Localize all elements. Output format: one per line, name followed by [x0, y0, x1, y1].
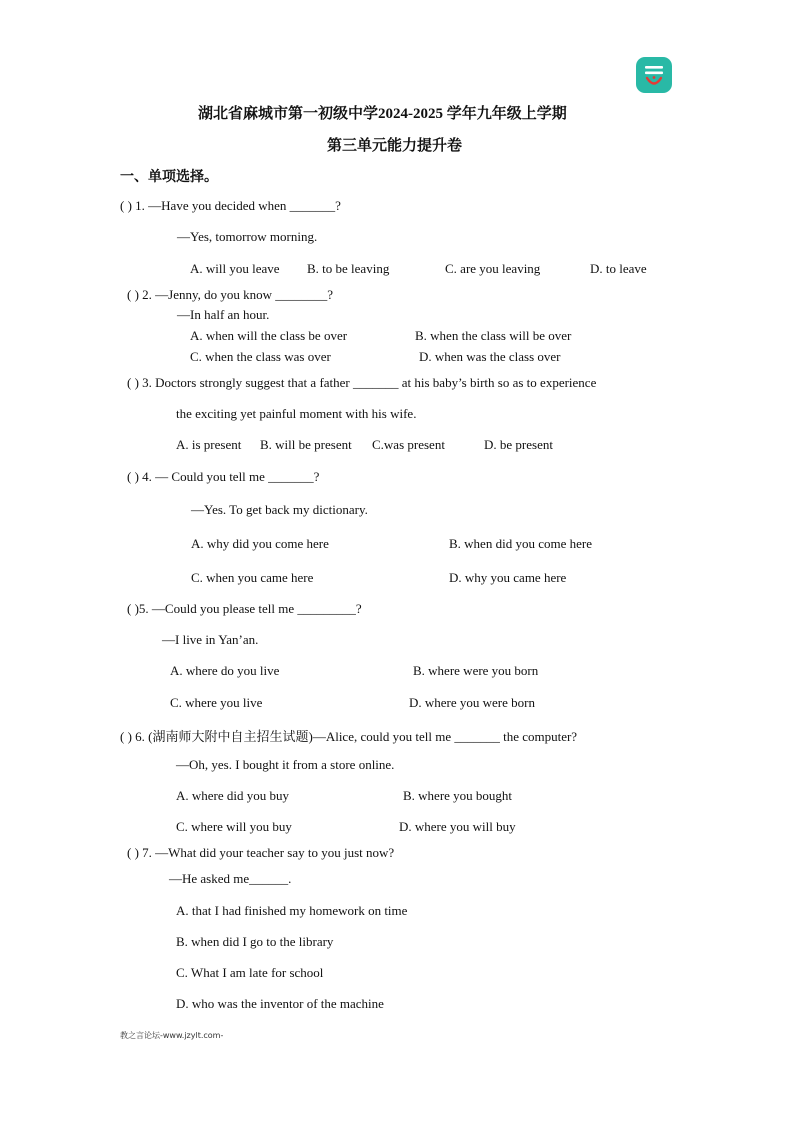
question-7-option-a: A. that I had finished my homework on time: [176, 903, 408, 918]
question-3-option-b: B. will be present: [260, 437, 352, 452]
question-2-reply: —In half an hour.: [177, 307, 270, 322]
question-7-option-d: D. who was the inventor of the machine: [176, 996, 384, 1011]
question-3-stem: ( ) 3. Doctors strongly suggest that a father _______ at his baby’s birth so as to experience: [127, 375, 597, 390]
question-6-option-a: A. where did you buy: [176, 788, 290, 803]
page-title: 湖北省麻城市第一初级中学2024-2025 学年九年级上学期: [198, 106, 567, 122]
question-2-option-a: A. when will the class be over: [190, 328, 348, 343]
question-4-option-b: B. when did you come here: [449, 536, 592, 551]
question-2-option-d: D. when was the class over: [419, 349, 561, 364]
question-7-option-b: B. when did I go to the library: [176, 934, 334, 949]
question-5-option-b: B. where were you born: [413, 663, 539, 678]
question-6-option-d: D. where you will buy: [399, 819, 516, 834]
question-6-stem: ( ) 6. (湖南师大附中自主招生试题)—Alice, could you tell me _______ the computer?: [120, 729, 578, 744]
question-3-option-d: D. be present: [484, 437, 553, 452]
question-2-option-b: B. when the class will be over: [415, 328, 572, 343]
question-4-option-a: A. why did you come here: [191, 536, 329, 551]
question-7-option-c: C. What I am late for school: [176, 965, 324, 980]
question-1-option-b: B. to be leaving: [307, 261, 390, 276]
question-2-stem: ( ) 2. —Jenny, do you know ________?: [127, 287, 334, 302]
question-6-option-b: B. where you bought: [403, 788, 513, 803]
app-logo-icon: [636, 57, 672, 93]
question-1-reply: —Yes, tomorrow morning.: [177, 229, 318, 244]
question-7-stem: ( ) 7. —What did your teacher say to you just now?: [127, 845, 395, 860]
question-2-option-c: C. when the class was over: [190, 349, 331, 364]
question-5-option-d: D. where you were born: [409, 695, 535, 710]
question-6-option-c: C. where will you buy: [176, 819, 292, 834]
question-5-reply: —I live in Yan’an.: [162, 632, 259, 647]
question-4-reply: —Yes. To get back my dictionary.: [191, 502, 368, 517]
question-4-option-d: D. why you came here: [449, 570, 567, 585]
question-6-reply: —Oh, yes. I bought it from a store online.: [176, 757, 395, 772]
question-4-stem: ( ) 4. — Could you tell me _______?: [127, 469, 320, 484]
question-3-stem-continued: the exciting yet painful moment with his wife.: [176, 406, 417, 421]
logo-glyph: [636, 57, 672, 93]
question-5-option-c: C. where you live: [170, 695, 263, 710]
question-1-option-c: C. are you leaving: [445, 261, 541, 276]
question-4-option-c: C. when you came here: [191, 570, 314, 585]
question-7-reply: —He asked me______.: [169, 871, 292, 886]
footer-source: 教之言论坛-www.jzylt.com-: [120, 1031, 224, 1040]
question-1-option-d: D. to leave: [590, 261, 647, 276]
page-subtitle: 第三单元能力提升卷: [327, 138, 463, 154]
question-1-stem: ( ) 1. —Have you decided when _______?: [120, 198, 341, 213]
question-3-option-c: C.was present: [372, 437, 445, 452]
question-5-stem: ( )5. —Could you please tell me _________?: [127, 601, 362, 616]
section-heading: 一、单项选择。: [120, 170, 218, 185]
question-3-option-a: A. is present: [176, 437, 242, 452]
question-1-option-a: A. will you leave: [190, 261, 280, 276]
question-5-option-a: A. where do you live: [170, 663, 280, 678]
